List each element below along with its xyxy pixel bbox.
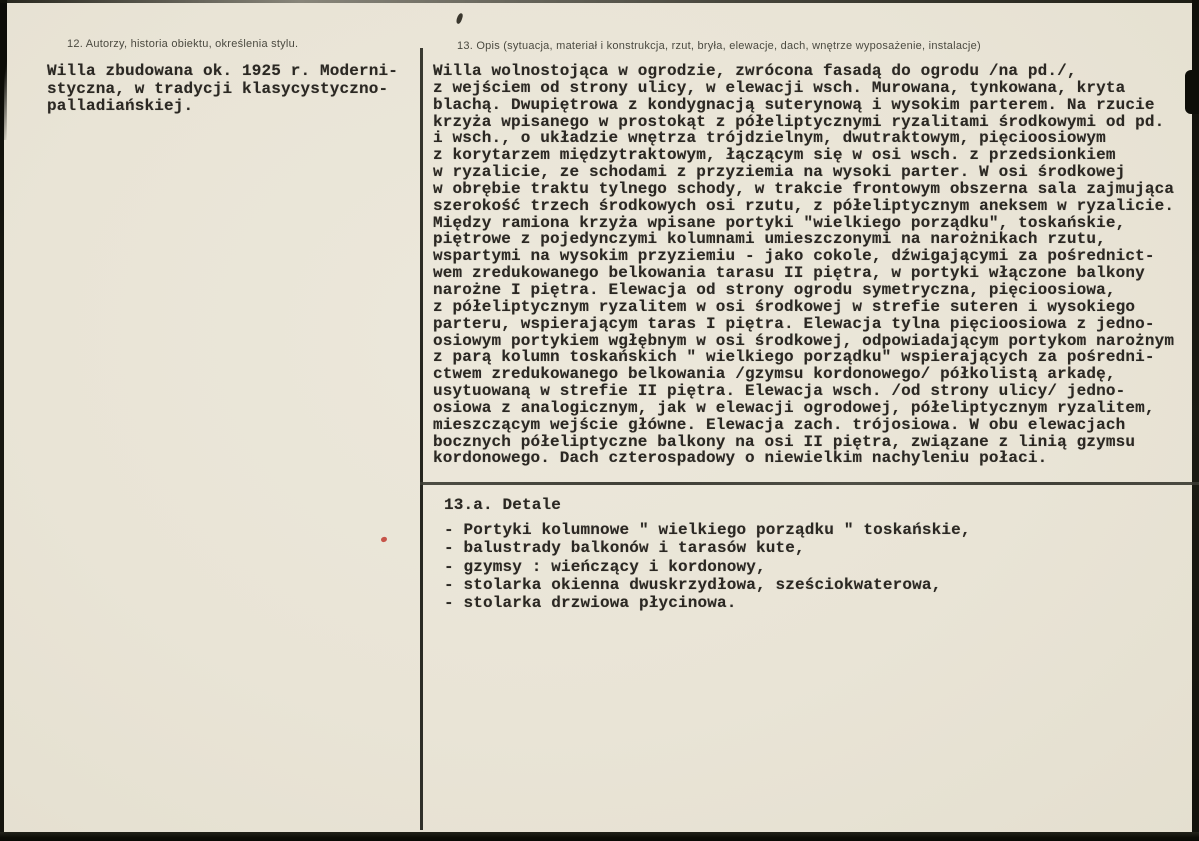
column-divider-rule — [420, 48, 423, 830]
text-line: z wejściem od strony ulicy, w elewacji wsch. Murowana, tynkowana, kryta — [433, 78, 1126, 97]
scan-edge-right — [1192, 0, 1199, 841]
text-line: ctwem zredukowanego belkowania /gzymsu kordonowego/ półkolistą arkadę, — [433, 365, 1116, 384]
text-line: narożne I piętra. Elewacja od strony ogrodu symetryczna, pięcioosiowa, — [433, 280, 1116, 299]
red-ink-speck — [381, 537, 388, 543]
text-line: szerokość trzech środkowych osi rzutu, z półeliptycznym aneksem w ryzalicie. — [433, 196, 1175, 215]
text-line: kordonowego. Dach czterospadowy o niewielkim nachyleniu połaci. — [433, 449, 1048, 468]
text-line: w ryzalicie, ze schodami z przyziemia na wysoki parter. W osi środkowej — [433, 163, 1126, 182]
section-13a-list — [444, 521, 971, 612]
text-line: z parą kolumn toskańskich " wielkiego porządku" wspierających za pośredni- — [433, 348, 1155, 367]
text-line: z półeliptycznym ryzalitem w osi środkowej w strefie suteren i wysokiego — [433, 297, 1136, 316]
text-line: krzyża wpisanego w prostokąt z półeliptycznymi ryzalitami środkowymi od pd. — [433, 112, 1165, 131]
text-line: z korytarzem międzytraktowym, łączącym się w osi wsch. z przedsionkiem — [433, 146, 1116, 165]
text-line: wem zredukowanego belkowania tarasu II piętra, w portyki włączone balkony — [433, 264, 1145, 283]
text-line: Między ramiona krzyża wpisane portyki "wielkiego porządku", toskańskie, — [433, 213, 1126, 232]
list-item: - stolarka okienna dwuskrzydłowa, sześciokwaterowa, — [444, 575, 942, 594]
text-line: wspartymi na wysokim przyziemiu - jako cokole, dźwigającymi za pośrednict- — [433, 247, 1155, 266]
ink-speck — [455, 12, 463, 24]
scan-edge-bottom — [0, 832, 1199, 841]
text-line: parteru, wspierającym taras I piętra. Elewacja tylna pięcioosiowa z jedno- — [433, 314, 1155, 333]
scan-edge-left-top — [0, 0, 7, 140]
text-line: Willa wolnostojąca w ogrodzie, zwrócona fasadą do ogrodu /na pd./, — [433, 62, 1077, 80]
scan-edge-right-blob — [1185, 70, 1199, 114]
text-line: bocznych półeliptyczne balkony na osi II piętra, związane z linią gzymsu — [433, 432, 1136, 451]
list-item: - stolarka drzwiowa płycinowa. — [444, 594, 737, 613]
text-line: usytuowaną w strefie II piętra. Elewacja wsch. /od strony ulicy/ jedno- — [433, 382, 1126, 401]
section-13-label: 13. Opis (sytuacja, materiał i konstrukcja, rzut, bryła, elewacje, dach, wnętrze wyposażenie, instalacje) — [457, 40, 981, 52]
list-item: - Portyki kolumnowe " wielkiego porządku " toskańskie, — [444, 521, 971, 539]
text-line: blachą. Dwupiętrowa z kondygnacją suterynową i wysokim parterem. Na rzucie — [433, 95, 1155, 114]
scan-edge-top — [0, 0, 1199, 3]
text-line: mieszczącym wejście główne. Elewacja zach. trójosiowa. W obu elewacjach — [433, 415, 1126, 434]
list-item: - gzymsy : wieńczący i kordonowy, — [444, 557, 766, 576]
section-13a-title: 13.a. Detale — [444, 496, 562, 514]
text-line: osiowa z analogicznym, jak w elewacji ogrodowej, półeliptycznym ryzalitem, — [433, 398, 1155, 417]
text-line: Willa zbudowana ok. 1925 r. Moderni- — [47, 62, 399, 80]
section-13-text — [433, 63, 1174, 467]
text-line: i wsch., o układzie wnętrza trójdzielnym, dwutraktowym, pięcioosiowym — [433, 129, 1106, 148]
section-divider-rule — [420, 482, 1199, 485]
section-12-label: 12. Autorzy, historia obiektu, określenia stylu. — [67, 38, 299, 50]
list-item: - balustrady balkonów i tarasów kute, — [444, 539, 805, 558]
text-line: piętrowe z pojedynczymi kolumnami umieszczonymi na narożnikach rzutu, — [433, 230, 1106, 249]
section-12-text — [47, 63, 398, 116]
text-line: palladiańskiej. — [47, 97, 194, 116]
text-line: osiowym portykiem wgłębnym w osi środkowej, odpowiadającym portykom narożnym — [433, 331, 1175, 350]
text-line: w obrębie traktu tylnego schody, w trakcie frontowym obszerna sala zajmująca — [433, 179, 1175, 198]
text-line: styczna, w tradycji klasycystyczno- — [47, 79, 389, 98]
